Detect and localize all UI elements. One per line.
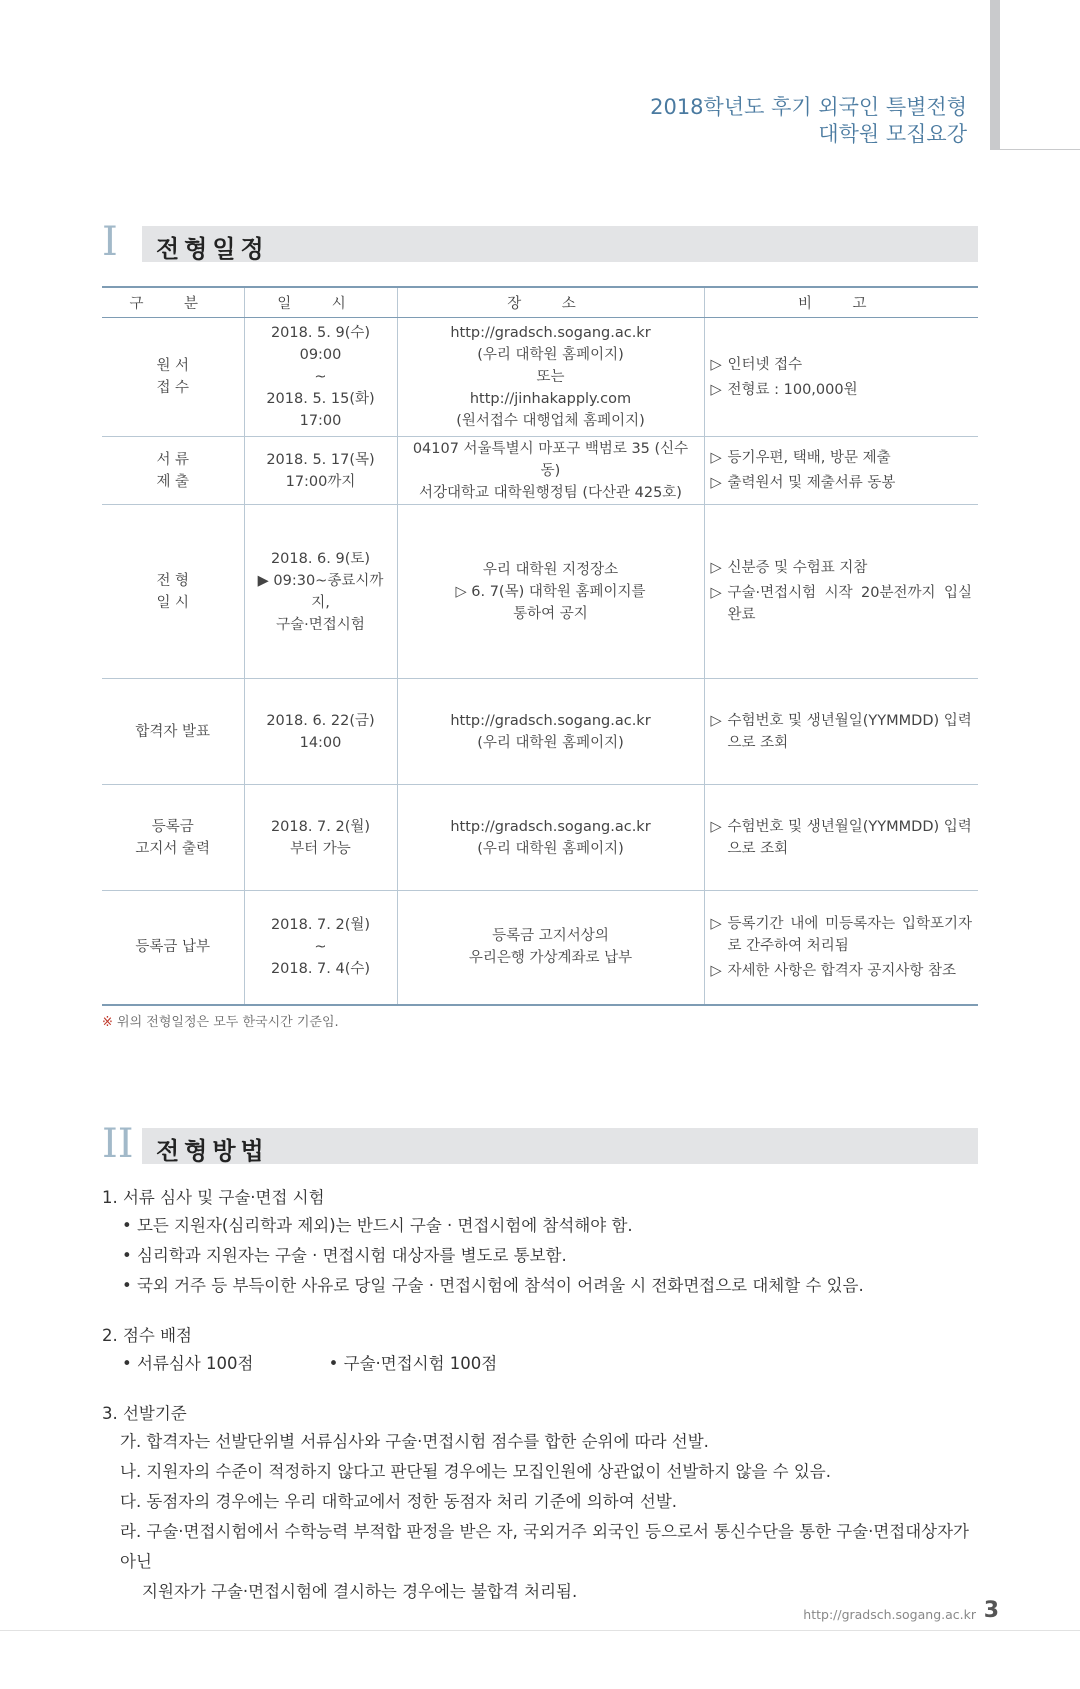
- row-label: 등록금 고지서 출력: [102, 785, 244, 891]
- list-item: 나. 지원자의 수준이 적정하지 않다고 판단될 경우에는 모집인원에 상관없이 선발하지 않을 수 있음.: [120, 1462, 831, 1481]
- footer-url[interactable]: http://gradsch.sogang.ac.kr: [803, 1607, 976, 1622]
- section-2-title-bar: [142, 1128, 978, 1164]
- document-header: [650, 94, 967, 148]
- triangle-bullet-icon: ▷: [710, 356, 722, 373]
- triangle-bullet-icon: ▷: [710, 381, 722, 398]
- triangle-bullet-icon: ▷: [710, 818, 722, 835]
- link-gradsch[interactable]: http://gradsch.sogang.ac.kr: [450, 818, 651, 835]
- col-header-remarks: 비 고: [704, 287, 978, 318]
- row-remarks: ▷ 등기우편, 택배, 방문 제출 ▷ 출력원서 및 제출서류 동봉: [704, 437, 978, 505]
- score-interview: 구술·면접시험 100점: [343, 1354, 498, 1373]
- row-datetime: 2018. 6. 22(금) 14:00: [244, 679, 397, 785]
- table-header-row: [102, 287, 978, 318]
- row-remarks: ▷ 수험번호 및 생년월일(YYMMDD) 입력으로 조회: [704, 679, 978, 785]
- list-item: 다. 동점자의 경우에는 우리 대학교에서 정한 동점자 처리 기준에 의하여 선발.: [120, 1492, 678, 1511]
- section-2-title: 전형방법: [156, 1137, 269, 1165]
- row-place: 04107 서울특별시 마포구 백범로 35 (신수동) 서강대학교 대학원행정팀 (다산관 425호): [397, 437, 704, 505]
- reference-mark-icon: ※: [102, 1015, 113, 1030]
- selection-method: [102, 1185, 978, 1607]
- row-label: 원 서 접 수: [102, 318, 244, 437]
- header-line-2: 대학원 모집요강: [818, 122, 967, 146]
- list-item: • 모든 지원자(심리학과 제외)는 반드시 구술 · 면접시험에 참석해야 함.: [122, 1216, 633, 1235]
- right-edge-line: [1000, 149, 1080, 150]
- method-heading-3: 3. 선발기준: [102, 1404, 187, 1423]
- score-list: • 서류심사 100점 • 구술·면접시험 100점: [122, 1354, 498, 1373]
- row-datetime: 2018. 6. 9(토) ▶ 09:30~종료시까지, 구술·면접시험: [244, 505, 397, 679]
- footer-divider: [0, 1630, 1080, 1631]
- header-line-1: 2018학년도 후기 외국인 특별전형: [650, 95, 967, 119]
- section-1-roman: I: [102, 219, 118, 265]
- section-1-title-bar: [142, 226, 978, 262]
- list-item: • 심리학과 지원자는 구술 · 면접시험 대상자를 별도로 통보함.: [122, 1246, 567, 1265]
- row-place: http://gradsch.sogang.ac.kr (우리 대학원 홈페이지): [397, 679, 704, 785]
- triangle-bullet-icon: ▷: [710, 915, 722, 932]
- triangle-bullet-icon: ▷: [710, 962, 722, 979]
- row-label: 합격자 발표: [102, 679, 244, 785]
- list-item: 라. 구술·면접시험에서 수학능력 부적합 판정을 받은 자, 국외거주 외국인 등으로서 통신수단을 통한 구술·면접대상자가 아닌: [120, 1522, 969, 1571]
- row-datetime: 2018. 5. 9(수) 09:00 ~ 2018. 5. 15(화) 17:00: [244, 318, 397, 437]
- right-edge-decoration: [990, 0, 1000, 150]
- col-header-datetime: 일 시: [244, 287, 397, 318]
- triangle-bullet-icon: ▷: [710, 475, 722, 491]
- method-heading-2: 2. 점수 배점: [102, 1326, 192, 1345]
- list-item: 가. 합격자는 선발단위별 서류심사와 구술·면접시험 점수를 합한 순위에 따라 선발.: [120, 1432, 709, 1451]
- table-row: [102, 891, 978, 1005]
- row-place: 등록금 고지서상의 우리은행 가상계좌로 납부: [397, 891, 704, 1005]
- table-row: [102, 785, 978, 891]
- link-gradsch[interactable]: http://gradsch.sogang.ac.kr: [450, 325, 651, 341]
- row-datetime: 2018. 5. 17(목) 17:00까지: [244, 437, 397, 505]
- row-remarks: ▷ 등록기간 내에 미등록자는 입학포기자로 간주하여 처리됨 ▷ 자세한 사항은 합격자 공지사항 참조: [704, 891, 978, 1005]
- method-heading-1: 1. 서류 심사 및 구술·면접 시험: [102, 1188, 325, 1207]
- row-place: http://gradsch.sogang.ac.kr (우리 대학원 홈페이지) 또는 http://jinhakapply.com (원서접수 대행업체 홈페이지): [397, 318, 704, 437]
- list-item: • 국외 거주 등 부득이한 사유로 당일 구술 · 면접시험에 참석이 어려울 시 전화면접으로 대체할 수 있음.: [122, 1276, 864, 1295]
- score-document: 서류심사 100점: [136, 1354, 254, 1373]
- row-label: 등록금 납부: [102, 891, 244, 1005]
- link-gradsch[interactable]: http://gradsch.sogang.ac.kr: [450, 712, 651, 729]
- row-datetime: 2018. 7. 2(월) ~ 2018. 7. 4(수): [244, 891, 397, 1005]
- triangle-bullet-icon: ▷: [710, 585, 722, 601]
- row-label: 서 류 제 출: [102, 437, 244, 505]
- section-2-heading: [102, 1121, 978, 1167]
- row-label: 전 형 일 시: [102, 505, 244, 679]
- row-remarks: ▷ 신분증 및 수험표 지참 ▷ 구술·면접시험 시작 20분전까지 입실완료: [704, 505, 978, 679]
- col-header-category: 구 분: [102, 287, 244, 318]
- link-jinhakapply[interactable]: http://jinhakapply.com: [469, 391, 632, 407]
- triangle-bullet-icon: ▷: [710, 450, 722, 466]
- list-item-continuation: 지원자가 구술·면접시험에 결시하는 경우에는 불합격 처리됨.: [142, 1582, 578, 1601]
- triangle-bullet-icon: ▷: [710, 712, 722, 729]
- section-1-title: 전형일정: [156, 235, 269, 263]
- table-row: [102, 505, 978, 679]
- page-number: 3: [983, 1598, 999, 1623]
- table-row: [102, 318, 978, 437]
- table-row: [102, 679, 978, 785]
- row-remarks: ▷ 인터넷 접수 ▷ 전형료 : 100,000원: [704, 318, 978, 437]
- triangle-bullet-icon: ▷: [710, 560, 722, 576]
- col-header-place: 장 소: [397, 287, 704, 318]
- table-row: [102, 437, 978, 505]
- section-1-heading: [102, 219, 978, 265]
- row-place: 우리 대학원 지정장소 ▷ 6. 7(목) 대학원 홈페이지를 통하여 공지: [397, 505, 704, 679]
- section-2-roman: II: [102, 1121, 134, 1167]
- schedule-footnote: ※ 위의 전형일정은 모두 한국시간 기준임.: [102, 1015, 339, 1030]
- row-remarks: ▷ 수험번호 및 생년월일(YYMMDD) 입력으로 조회: [704, 785, 978, 891]
- row-datetime: 2018. 7. 2(월) 부터 가능: [244, 785, 397, 891]
- row-place: http://gradsch.sogang.ac.kr (우리 대학원 홈페이지): [397, 785, 704, 891]
- schedule-table: [102, 286, 978, 1006]
